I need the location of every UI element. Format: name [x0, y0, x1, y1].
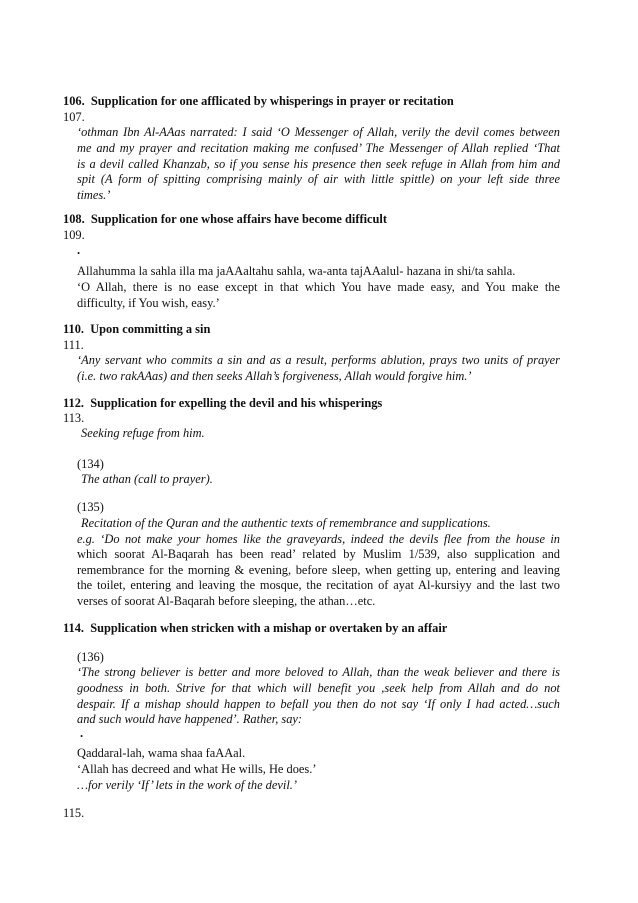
translation-136: ‘Allah has decreed and what He wills, He does.’: [77, 762, 317, 776]
section-heading: Supplication when stricken with a mishap or overtaken by an affair: [90, 621, 448, 635]
section-heading: Supplication for one afflicated by whisperings in prayer or recitation: [90, 94, 454, 108]
text-134: The athan (call to prayer).: [81, 472, 213, 486]
hadith-136-line-1: ‘The strong believer is better and more beloved to Allah, than the weak believer and there is: [77, 665, 560, 679]
text-135-line-2: [77, 532, 560, 547]
heading-112: [63, 396, 382, 411]
hadith-111-line-2: (i.e. two rakAAas) and then seeks Allah’s forgiveness, Allah would forgive him.’: [77, 369, 472, 383]
hadith-107-line-3: is a devil called Khanzab, so if you sense his presence then seek refuge in Allah from him and: [77, 157, 560, 171]
heading-110: [63, 322, 210, 337]
hadith-135-text: which soorat Al-Baqarah has been read’ related by Muslim 1/539, also supplication and: [77, 547, 560, 561]
transliteration-136: Qaddaral-lah, wama shaa faAAal.: [77, 746, 246, 760]
section-number-111: 111.: [63, 338, 84, 352]
section-number: 108.: [63, 212, 85, 226]
arabic-placeholder-dot: .: [80, 726, 84, 740]
hadith-111-line-1: ‘Any servant who commits a sin and as a result, performs ablution, prays two units of prayer: [77, 353, 560, 367]
section-number: 110.: [63, 322, 84, 336]
section-number-113: 113.: [63, 411, 85, 425]
hadith-135-text: e.g. ‘Do not make your homes like the graveyards, indeed the devils flee from the house in: [77, 532, 560, 546]
translation-109-line-2: difficulty, if You wish, easy.’: [77, 296, 220, 310]
translation-109-line-1: ‘O Allah, there is no ease except in that which You have made easy, and You make the: [77, 280, 560, 294]
text-135-line-1: Recitation of the Quran and the authentic texts of remembrance and supplications.: [81, 516, 491, 530]
hadith-136-line-3: despair. If a mishap should happen to befall you then do not say ‘If only I had acted…such: [77, 697, 560, 711]
section-number-107: 107.: [63, 110, 85, 124]
closing-136: …for verily ‘If’ lets in the work of the devil.’: [77, 778, 297, 792]
section-number-115: 115.: [63, 806, 85, 820]
transliteration-109: Allahumma la sahla illa ma jaAAaltahu sahla, wa-anta tajAAalul- hazana in shi/ta sahla.: [77, 264, 516, 278]
footnote-ref-135: (135): [77, 500, 104, 514]
hadith-107-line-2: me and my prayer and recitation making me confused’ The Messenger of Allah replied ‘That: [77, 141, 560, 155]
hadith-107-line-1: ‘othman Ibn Al-AAas narrated: I said ‘O Messenger of Allah, verily the devil comes between: [77, 125, 560, 139]
text-135-line-3: [77, 547, 560, 562]
heading-108: [63, 212, 387, 227]
hadith-136-line-2: goodness in both. Strive for that which will benefit you ,seek help from Allah and do not: [77, 681, 560, 695]
arabic-placeholder-dot: .: [77, 243, 81, 257]
section-number: 112.: [63, 396, 84, 410]
section-number: 114.: [63, 621, 84, 635]
text-135-line-5: the toilet, entering and leaving the mosque, the recitation of ayat Al-kursiyy and the last two: [77, 578, 560, 592]
text-135-line-4: remembrance for the morning & evening, before sleep, when getting up, entering and leaving: [77, 563, 560, 577]
section-number: 106.: [63, 94, 85, 108]
text-113: Seeking refuge from him.: [81, 426, 205, 440]
section-heading: Upon committing a sin: [90, 322, 211, 336]
heading-106: [63, 94, 454, 109]
footnote-ref-134: (134): [77, 457, 104, 471]
text-135-line-6: verses of soorat Al-Baqarah before sleeping, the athan…etc.: [77, 594, 376, 608]
footnote-ref-136: (136): [77, 650, 104, 664]
section-heading: Supplication for expelling the devil and his whisperings: [90, 396, 383, 410]
hadith-136-line-4: and such would have happened’. Rather, say:: [77, 712, 303, 726]
section-number-109: 109.: [63, 228, 85, 242]
hadith-107-line-5: times.’: [77, 188, 111, 202]
hadith-107-line-4: spit (A form of spitting comprising mainly of air with little spittle) on your left side three: [77, 172, 560, 186]
heading-114: [63, 621, 447, 636]
section-heading: Supplication for one whose affairs have become difficult: [90, 212, 387, 226]
